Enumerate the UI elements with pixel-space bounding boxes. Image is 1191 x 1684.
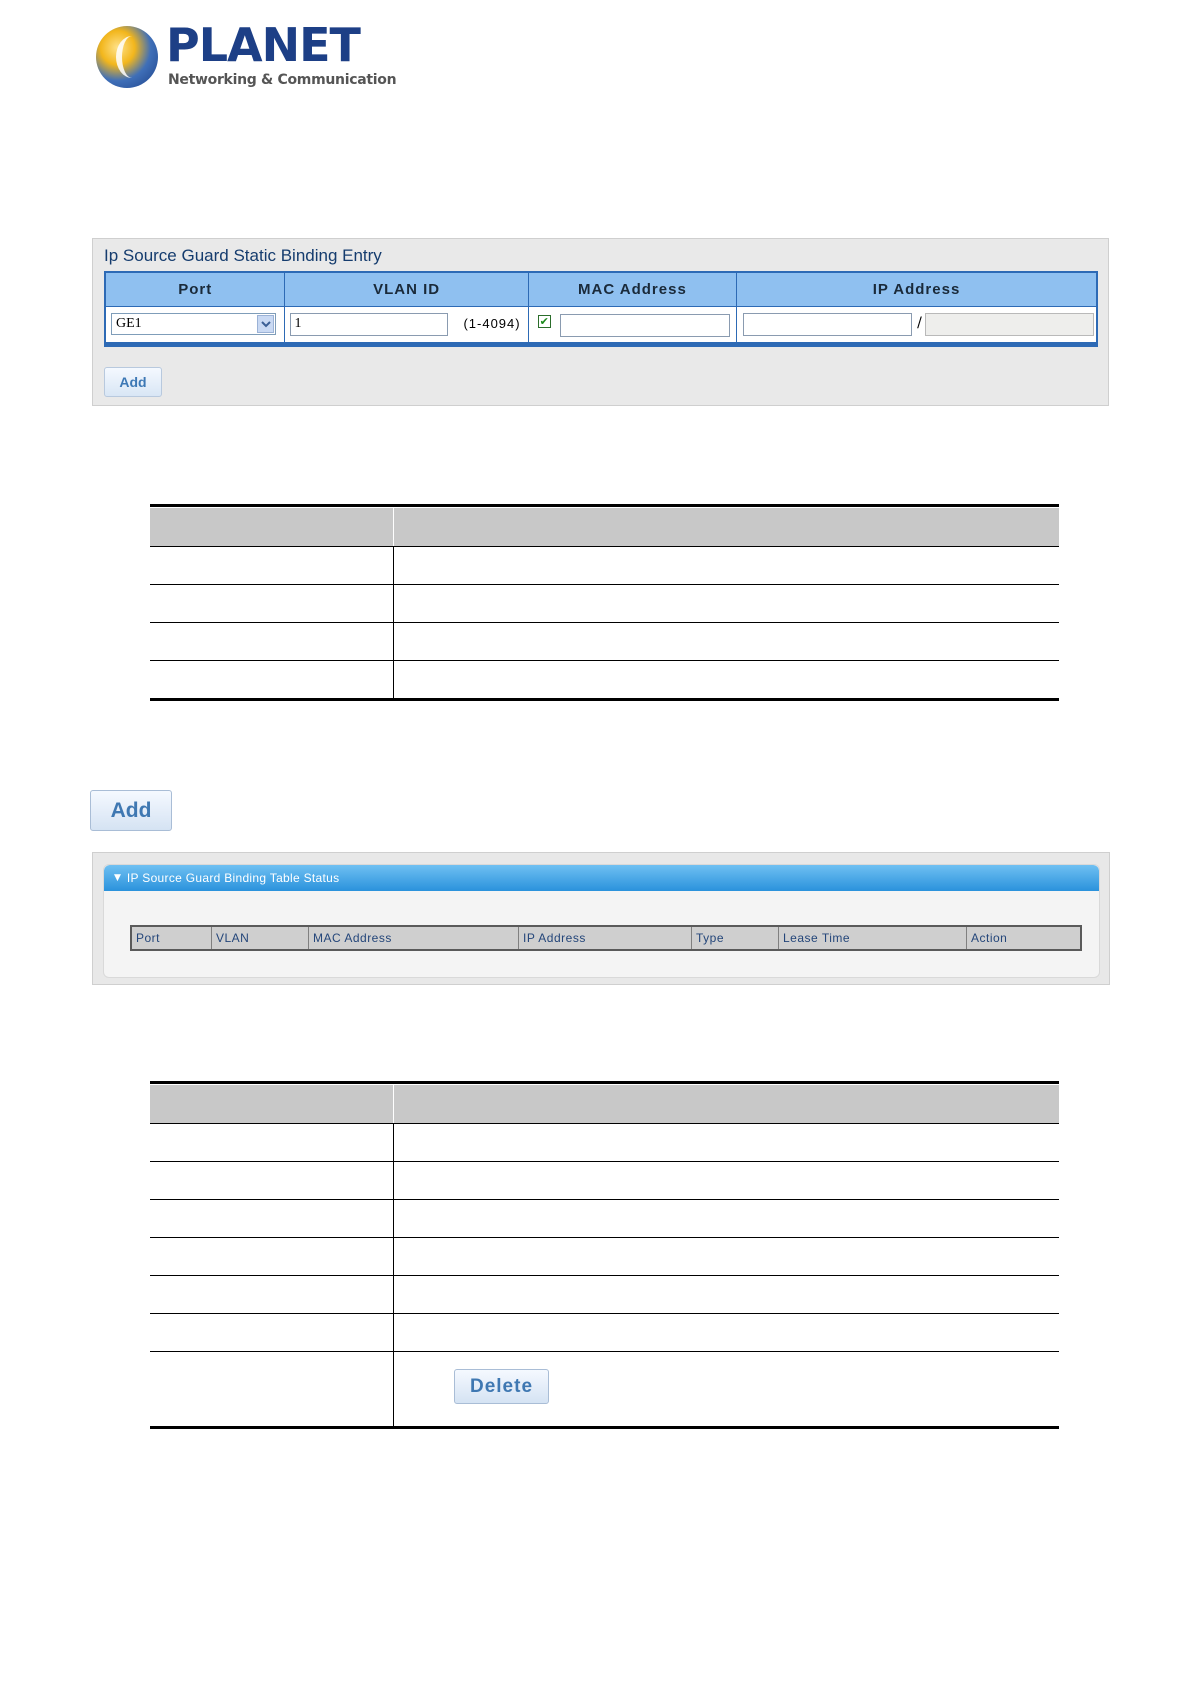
col-ip-address: IP Address <box>519 927 692 949</box>
binding-entry-table <box>104 271 1098 347</box>
mac-address-input[interactable] <box>560 314 730 337</box>
status-panel-title: IP Source Guard Binding Table Status <box>126 871 340 885</box>
logo-tagline: Networking & Communication <box>168 72 397 88</box>
port-select[interactable] <box>111 313 276 335</box>
table-row <box>150 584 1059 622</box>
panel-title: Ip Source Guard Static Binding Entry <box>104 246 382 265</box>
col-port: Port <box>106 273 285 306</box>
col-type: Type <box>692 927 779 949</box>
port-select-value: GE1 <box>116 316 142 331</box>
planet-logo <box>96 18 397 94</box>
add-button[interactable]: Add <box>104 367 162 397</box>
object-description-table-2 <box>150 1081 1059 1429</box>
table-row <box>150 1123 1059 1161</box>
col-action: Action <box>971 931 1008 945</box>
status-panel-titlebar[interactable] <box>104 865 1099 891</box>
delete-button[interactable]: Delete <box>454 1369 549 1404</box>
ip-address-input[interactable] <box>743 313 912 336</box>
table-row <box>150 1237 1059 1275</box>
entry-input-row <box>106 307 1096 343</box>
table-header <box>150 1084 1059 1123</box>
col-mac-address: MAC Address <box>309 927 519 949</box>
entry-table-header <box>106 273 1096 307</box>
add-button-large[interactable]: Add <box>90 790 172 831</box>
table-row <box>150 660 1059 698</box>
col-ip-address: IP Address <box>872 281 961 298</box>
col-vlan: VLAN <box>212 927 309 949</box>
table-row <box>150 622 1059 660</box>
table-row <box>150 1199 1059 1237</box>
globe-logo-icon <box>96 26 158 88</box>
vlan-range-hint: (1-4094) <box>463 316 521 331</box>
col-mac-address: MAC Address <box>529 273 737 306</box>
table-row <box>150 1161 1059 1199</box>
mac-address-checkbox[interactable]: ✔ <box>539 315 549 328</box>
chevron-down-icon[interactable] <box>257 315 274 333</box>
table-row <box>150 1275 1059 1313</box>
binding-status-table-header <box>130 925 1082 951</box>
object-description-table-1 <box>150 504 1059 701</box>
table-row <box>150 546 1059 584</box>
table-row <box>150 1313 1059 1351</box>
col-lease-time: Lease Time <box>779 927 967 949</box>
ip-mask-separator: / <box>917 315 922 331</box>
table-row <box>150 1351 1059 1426</box>
col-port: Port <box>132 927 212 949</box>
vlan-id-input[interactable]: 1 <box>290 313 448 336</box>
col-vlan-id: VLAN ID <box>285 273 528 306</box>
collapse-triangle-icon[interactable]: ▼ <box>114 873 121 883</box>
binding-table-status-panel <box>92 852 1110 985</box>
ip-mask-input[interactable] <box>925 313 1094 336</box>
table-header <box>150 507 1059 546</box>
logo-brand: PLANET <box>166 18 360 72</box>
static-binding-entry-panel <box>92 238 1109 406</box>
